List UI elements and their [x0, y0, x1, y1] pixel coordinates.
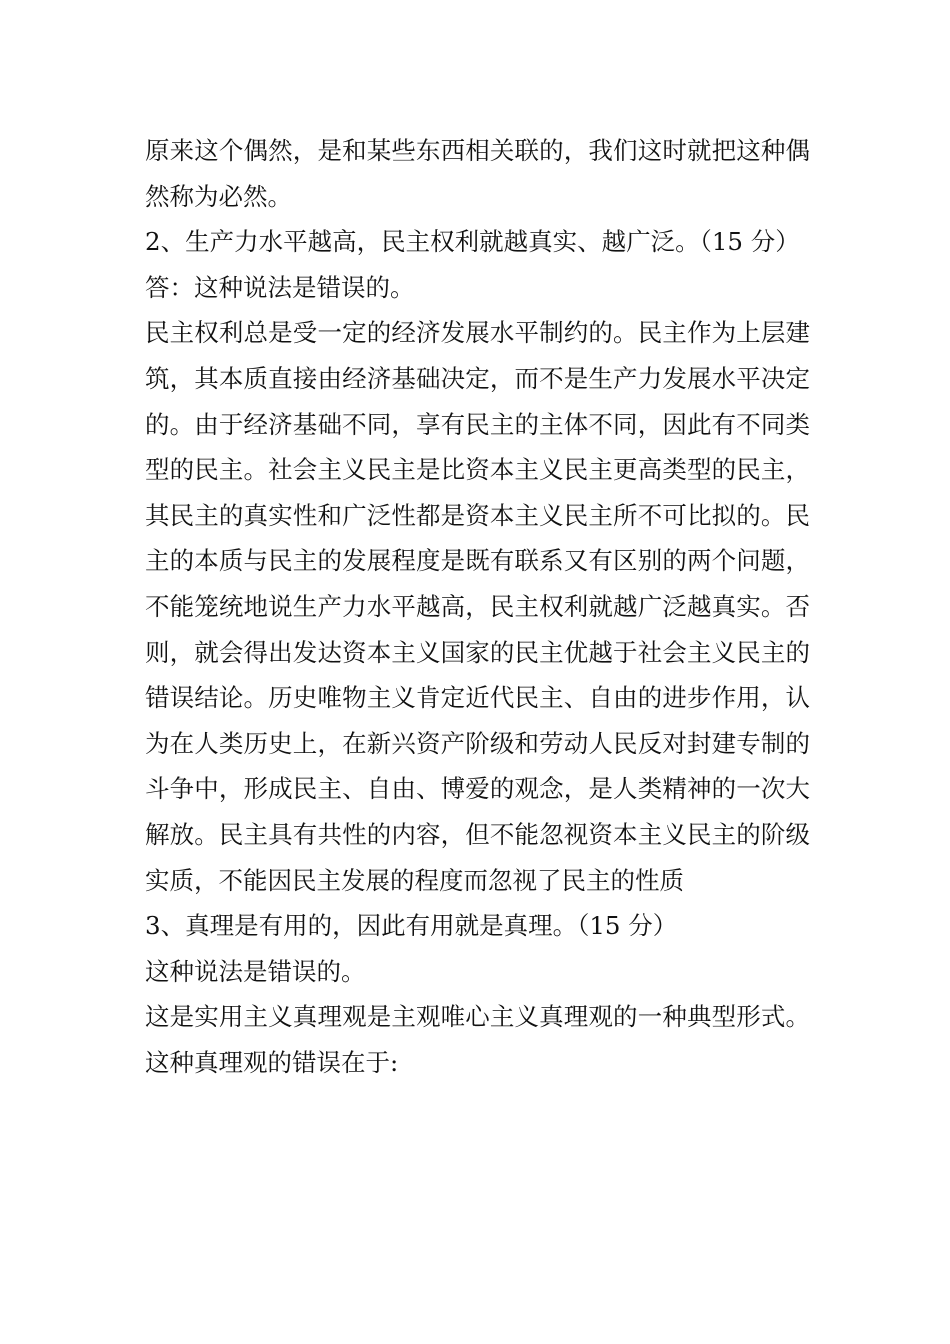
answer-3-explanation: 这是实用主义真理观是主观唯心主义真理观的一种典型形式。这种真理观的错误在于: [145, 1002, 810, 1077]
answer-3-verdict: 这种说法是错误的。 [145, 956, 366, 986]
question-2-heading: 2、生产力水平越高，民主权利就越真实、越广泛。（15 分） [145, 227, 800, 257]
question-3-heading: 3、真理是有用的，因此有用就是真理。（15 分） [145, 911, 678, 941]
paragraph-necessity-conclusion: 原来这个偶然，是和某些东西相关联的，我们这时就把这种偶然称为必然。 [145, 136, 810, 211]
document-body [145, 128, 810, 1085]
answer-2-explanation: 民主权利总是受一定的经济发展水平制约的。民主作为上层建筑，其本质直接由经济基础决定，而不是生产力发展水平决定的。由于经济基础不同，享有民主的主体不同，因此有不同类型的民主。社会主义民主是比资本主义民主更高类型的民主，其民主的真实性和广泛性都是资本主义民主所不可比拟的。民主的本质与民主的发展程度是既有联系又有区别的两个问题，不能笼统地说生产力水平越高，民主权利就越广泛越真实。否则，就会得出发达资本主义国家的民主优越于社会主义民主的错误结论。历史唯物主义肯定近代民主、自由的进步作用，认为在人类历史上，在新兴资产阶级和劳动人民反对封建专制的斗争中，形成民主、自由、博爱的观念，是人类精神的一次大解放。民主具有共性的内容，但不能忽视资本主义民主的阶级实质，不能因民主发展的程度而忽视了民主的性质 [145, 318, 810, 895]
answer-2-verdict: 答：这种说法是错误的。 [145, 272, 415, 302]
